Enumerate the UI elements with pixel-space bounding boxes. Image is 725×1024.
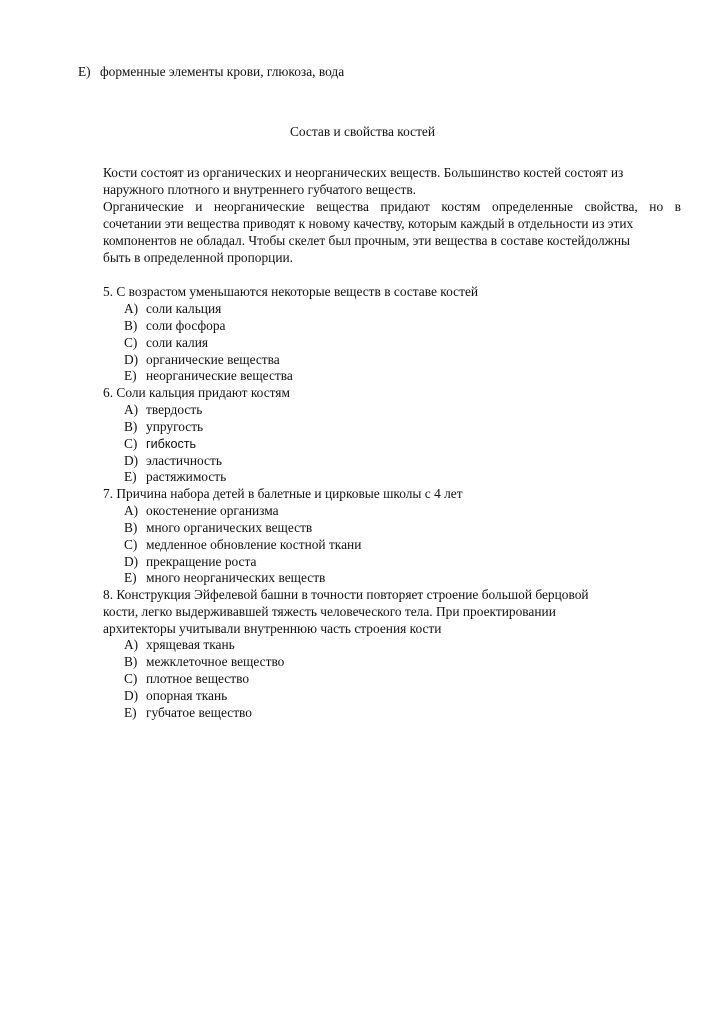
q8-option-c [124,671,249,688]
intro-line-1: Кости состоят из органических и неорганических веществ. Большинство костей состоят из [103,165,624,180]
option-text: плотное вещество [146,671,250,686]
option-letter: B) [124,419,138,434]
question-6: 6. Соли кальция придают костям [103,385,290,400]
option-letter: E) [124,368,137,383]
option-text: межклеточное вещество [146,654,285,669]
option-text: гибкость [146,437,197,451]
option-letter: E) [78,64,91,79]
option-text: хрящевая ткань [146,637,235,652]
option-letter: D) [124,688,139,703]
question-8-line-2: кости, легко выдерживавшей тяжесть человеческого тела. При проектировании [103,604,556,619]
question-8-line-1: 8. Конструкция Эйфелевой башни в точности повторяет строение большой берцовой [103,587,589,602]
option-text: опорная ткань [146,688,228,703]
q8-option-d [124,688,227,705]
option-letter: A) [124,637,139,652]
option-letter: E) [124,469,137,484]
intro-line-5: компонентов не обладал. Чтобы скелет был прочным, эти вещества в составе костейдолжны [103,233,631,248]
q5-option-e [124,368,293,385]
q6-option-e [124,469,226,486]
option-letter: C) [124,537,138,552]
option-letter: D) [124,352,139,367]
option-text: медленное обновление костной ткани [146,537,362,552]
option-letter: A) [124,301,139,316]
option-text: соли кальция [146,301,222,316]
intro-line-4: сочетании эти вещества приводят к новому качеству, которым каждый в отдельности из этих [103,216,634,231]
option-text: твердость [146,402,203,417]
intro-line-2: наружного плотного и внутреннего губчатого веществ. [103,182,417,197]
option-letter: E) [124,570,137,585]
option-text: эластичность [146,453,222,468]
option-text: много органических веществ [146,520,313,535]
option-text: неорганические вещества [146,368,293,383]
option-letter: C) [124,436,138,451]
section-title: Состав и свойства костей [289,124,436,139]
option-text: прекращение роста [146,554,257,569]
q7-option-b [124,520,312,537]
top-option-e [78,64,344,81]
question-7: 7. Причина набора детей в балетные и цирковые школы с 4 лет [103,486,463,501]
question-8-line-3: архитекторы учитывали внутреннюю часть строения кости [103,621,442,636]
option-letter: D) [124,554,139,569]
q6-option-c [124,436,196,453]
intro-line-3: Органические и неорганические вещества придают костям определенные свойства, но в [103,199,681,214]
q7-option-c [124,537,361,554]
option-text: растяжимость [146,469,227,484]
q6-option-d [124,453,222,470]
option-text: соли фосфора [146,318,226,333]
option-letter: B) [124,318,138,333]
q8-option-a [124,637,235,654]
q7-option-a [124,503,279,520]
option-letter: A) [124,402,139,417]
option-text: соли калия [146,335,209,350]
question-5: 5. С возрастом уменьшаются некоторые веществ в составе костей [103,284,479,299]
q5-option-a [124,301,221,318]
option-letter: E) [124,705,137,720]
q5-option-c [124,335,208,352]
q6-option-a [124,402,202,419]
option-letter: B) [124,654,138,669]
q5-option-b [124,318,225,335]
option-letter: C) [124,335,138,350]
option-text: упругость [146,419,204,434]
q8-option-b [124,654,284,671]
option-letter: C) [124,671,138,686]
q7-option-e [124,570,325,587]
option-letter: D) [124,453,139,468]
q6-option-b [124,419,203,436]
option-letter: B) [124,520,138,535]
option-text: много неорганических веществ [146,570,326,585]
q7-option-d [124,554,256,571]
option-text: органические вещества [146,352,280,367]
option-text: форменные элементы крови, глюкоза, вода [100,64,345,79]
intro-line-6: быть в определенной пропорции. [103,250,293,265]
option-text: окостенение организма [146,503,279,518]
q5-option-d [124,352,280,369]
option-letter: A) [124,503,139,518]
q8-option-e [124,705,252,722]
option-text: губчатое вещество [146,705,252,720]
